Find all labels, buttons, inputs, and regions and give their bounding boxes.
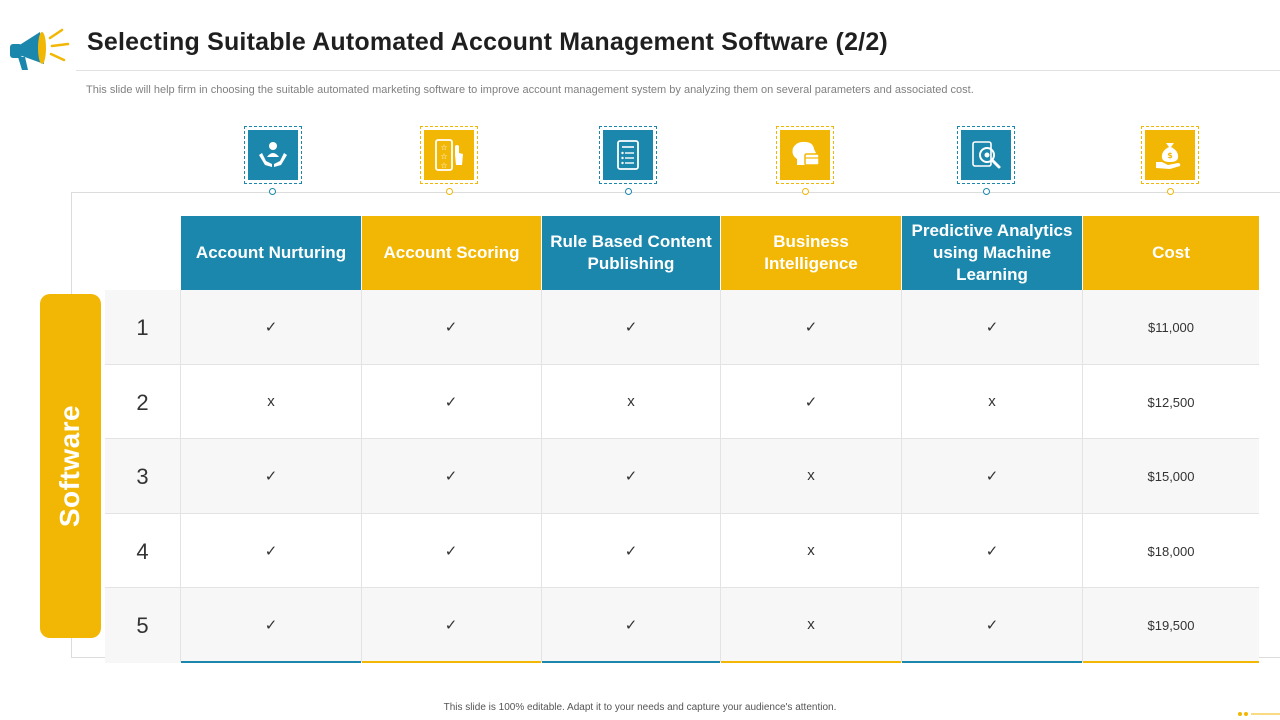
- table-cell: ✓: [624, 617, 638, 634]
- table-cell: ✓: [444, 394, 458, 411]
- svg-text:☆: ☆: [440, 143, 448, 152]
- table-cell: ✓: [804, 394, 818, 411]
- table-cell: ✓: [444, 319, 458, 336]
- table-cell: ✓: [624, 319, 638, 336]
- hands-person-icon: [255, 137, 291, 173]
- icon-box-account-nurturing: [244, 126, 302, 184]
- column-header-predictive-analytics: Predictive Analytics using Machine Learning: [902, 216, 1082, 290]
- table-cell: ✓: [444, 617, 458, 634]
- column-bottom-accent: [721, 661, 901, 663]
- table-cell: x: [807, 616, 815, 633]
- decorative-dots: [1238, 712, 1280, 716]
- connector-dot: [446, 188, 453, 195]
- title-divider: [76, 70, 1280, 71]
- magnifier-analytics-icon: [968, 137, 1004, 173]
- table-cell: ✓: [985, 543, 999, 560]
- icon-box-predictive-analytics: [957, 126, 1015, 184]
- connector-dot: [1167, 188, 1174, 195]
- icon-box-business-intelligence: [776, 126, 834, 184]
- row-divider: [105, 587, 1259, 588]
- table-cell: ✓: [985, 319, 999, 336]
- cost-cell: $18,000: [1147, 544, 1195, 559]
- table-cell: ✓: [624, 543, 638, 560]
- checklist-document-icon: [610, 137, 646, 173]
- column-bottom-accent: [181, 661, 361, 663]
- row-divider: [105, 364, 1259, 365]
- column-header-cost: Cost: [1083, 216, 1259, 290]
- table-cell: ✓: [804, 319, 818, 336]
- row-number: 2: [136, 390, 149, 415]
- table-cell: ✓: [264, 319, 278, 336]
- connector-dot: [802, 188, 809, 195]
- table-cell: ✓: [444, 543, 458, 560]
- column-header-content-publishing: Rule Based Content Publishing: [542, 216, 720, 290]
- row-number: 5: [136, 613, 149, 638]
- column-bottom-accent: [362, 661, 541, 663]
- connector-dot: [983, 188, 990, 195]
- row-divider: [105, 438, 1259, 439]
- row-number: 4: [136, 539, 149, 564]
- cost-cell: $11,000: [1147, 320, 1195, 335]
- table-cell: ✓: [985, 617, 999, 634]
- icon-box-cost: [1141, 126, 1199, 184]
- row-divider: [105, 513, 1259, 514]
- table-cell: ✓: [985, 468, 999, 485]
- connector-dot: [625, 188, 632, 195]
- brain-briefcase-icon: [787, 137, 823, 173]
- money-bag-hand-icon: [1152, 137, 1188, 173]
- cost-cell: $19,500: [1147, 618, 1195, 633]
- connector-dot: [269, 188, 276, 195]
- svg-text:$: $: [1167, 151, 1173, 160]
- column-header-business-intelligence: Business Intelligence: [721, 216, 901, 290]
- page-subtitle: This slide will help firm in choosing the suitable automated marketing software to improve account management system by analyzing them on several parameters and associated cost.: [86, 84, 974, 96]
- table-cell: x: [988, 393, 996, 410]
- megaphone-icon: [4, 24, 74, 76]
- table-cell: ✓: [264, 543, 278, 560]
- cost-cell: $15,000: [1147, 469, 1195, 484]
- svg-text:☆: ☆: [440, 152, 448, 161]
- cost-cell: $12,500: [1147, 395, 1195, 410]
- table-cell: x: [267, 393, 275, 410]
- icon-box-account-scoring: [420, 126, 478, 184]
- footer-note: This slide is 100% editable. Adapt it to your needs and capture your audience's attention.: [443, 702, 837, 713]
- svg-text:☆: ☆: [440, 161, 448, 170]
- table-cell: x: [807, 467, 815, 484]
- software-side-label: Software: [54, 404, 86, 528]
- stars-rating-icon: [431, 137, 467, 173]
- row-number: 1: [136, 315, 149, 340]
- column-bottom-accent: [902, 661, 1082, 663]
- column-bottom-accent: [1083, 661, 1259, 663]
- software-side-label-wrap: [40, 294, 101, 638]
- table-cell: ✓: [624, 468, 638, 485]
- icon-box-content-publishing: [599, 126, 657, 184]
- table-cell: ✓: [264, 468, 278, 485]
- table-cell: x: [627, 393, 635, 410]
- table-cell: x: [807, 542, 815, 559]
- column-header-account-scoring: Account Scoring: [362, 216, 541, 290]
- column-header-account-nurturing: Account Nurturing: [181, 216, 361, 290]
- column-bottom-accent: [542, 661, 720, 663]
- table-cell: ✓: [444, 468, 458, 485]
- page-title: Selecting Suitable Automated Account Management Software (2/2): [87, 28, 888, 56]
- row-number: 3: [136, 464, 149, 489]
- table-cell: ✓: [264, 617, 278, 634]
